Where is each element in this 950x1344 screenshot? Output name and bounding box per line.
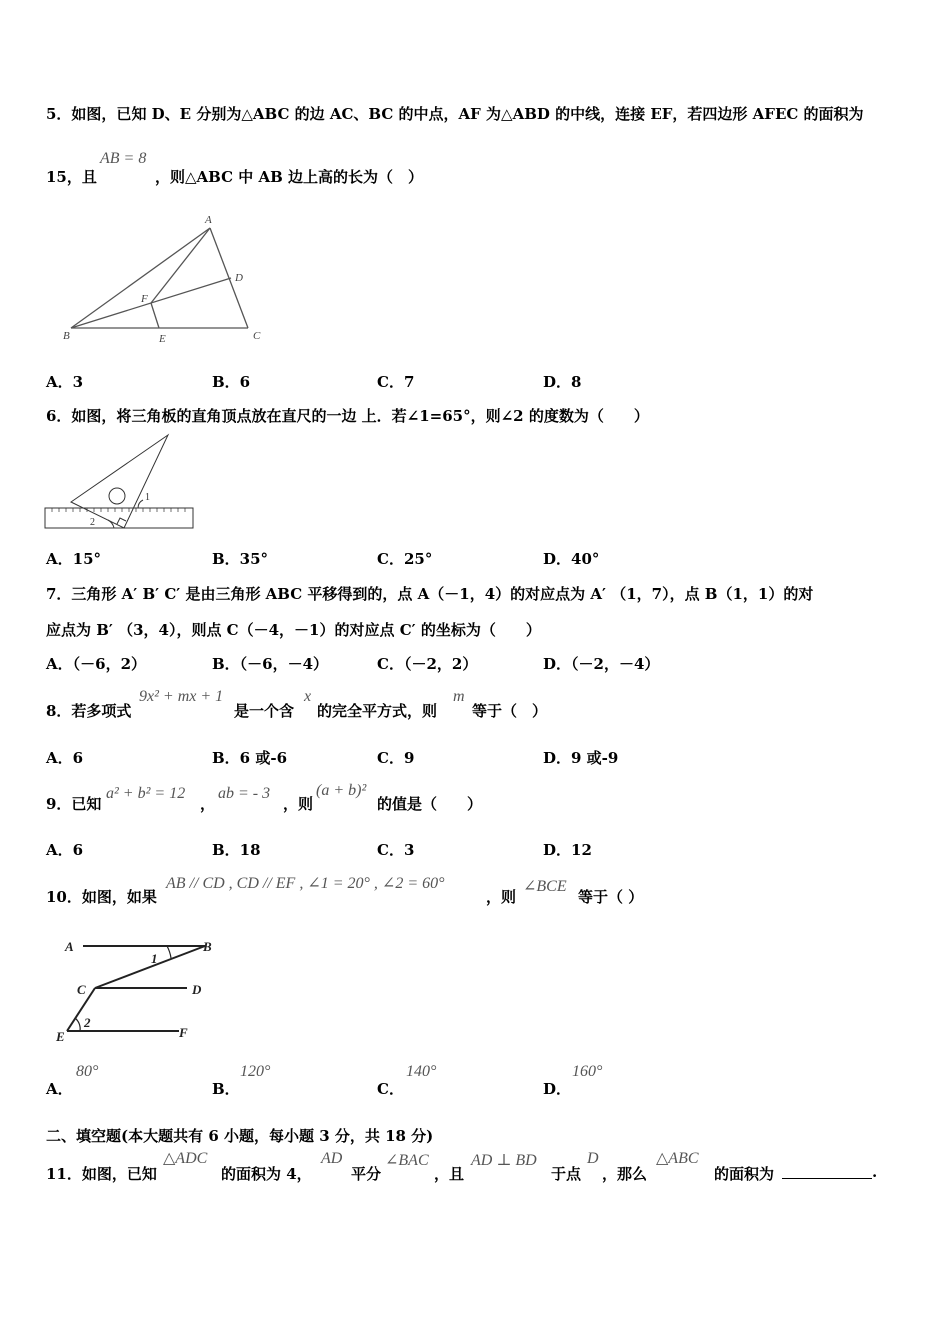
fig-label-a: A [65, 939, 74, 954]
segment-af [151, 228, 210, 303]
q5-line2-start: 15，且 [46, 168, 97, 186]
angle-1-arc [138, 500, 143, 508]
q7-option-d: D．（－2，－4） [543, 655, 660, 673]
ruler-ticks [52, 508, 185, 512]
q6-ruler-triangle-figure [44, 432, 196, 532]
q8-option-c: C．9 [377, 749, 415, 767]
q8-text-end: 等于（ ） [472, 702, 548, 720]
q9-math-sum-squares: a² + b² = 12 [106, 785, 186, 802]
q11-text-5: ，那么 [602, 1165, 648, 1183]
q9-text-mid: ，则 [283, 795, 314, 813]
q10-text-start: 10．如图，如果 [46, 888, 157, 906]
fig-label-d: D [192, 982, 202, 997]
q11-math-abc: △ABC [656, 1150, 699, 1167]
q11-math-ad: AD [321, 1150, 343, 1167]
q9-math-product: ab = - 3 [218, 785, 271, 802]
q10-text-mid: ，则 [486, 888, 517, 906]
q6-option-b: B．35° [212, 550, 269, 568]
q8-text-start: 8．若多项式 [46, 702, 132, 720]
q10-option-b-label: B． [212, 1080, 240, 1098]
right-angle-mark [117, 518, 126, 524]
q5-option-b: B．6 [212, 373, 251, 391]
fig-label-e: E [159, 333, 166, 345]
fig-label-f: F [141, 293, 148, 305]
q6-text: 6．如图，将三角板的直角顶点放在直尺的一边 上．若∠1=65°，则∠2 的度数为（ ） [46, 407, 649, 425]
q11-text-2: 平分 [351, 1165, 382, 1183]
segment-bc [95, 946, 205, 988]
q11-math-d: D [587, 1150, 599, 1167]
q9-option-a: A．6 [46, 841, 84, 859]
q10-math-conditions: AB // CD , CD // EF , ∠1 = 20° , ∠2 = 60° [166, 875, 445, 892]
fig-label-d: D [235, 272, 243, 284]
fig-label-b: B [203, 939, 212, 954]
q6-option-d: D．40° [543, 550, 600, 568]
q11-text-1: 的面积为 4， [221, 1165, 312, 1183]
q9-option-c: C．3 [377, 841, 415, 859]
q5-option-c: C．7 [377, 373, 415, 391]
q9-math-square: (a + b)² [316, 782, 367, 799]
fig-label-c: C [253, 330, 261, 342]
q7-option-c: C．（－2，2） [377, 655, 478, 673]
q9-option-b: B．18 [212, 841, 261, 859]
q11-math-adc: △ADC [163, 1150, 208, 1167]
q9-text-start: 9．已知 [46, 795, 102, 813]
q8-math-m: m [453, 688, 465, 705]
q11-math-perpendicular: AD ⊥ BD [471, 1152, 537, 1169]
q6-option-a: A．15° [46, 550, 102, 568]
q10-option-d-label: D． [543, 1080, 572, 1098]
q11-text-4: 于点 [551, 1165, 582, 1183]
q11-answer-blank[interactable] [782, 1163, 872, 1181]
q10-option-c-value: 140° [406, 1063, 437, 1080]
segment-ba [71, 228, 210, 328]
q11-text-3: ，且 [434, 1165, 465, 1183]
q9-option-d: D．12 [543, 841, 592, 859]
q5-line2-end: ，则△ABC 中 AB 边上高的长为（ ） [155, 168, 424, 186]
q8-option-a: A．6 [46, 749, 84, 767]
q7-option-a: A．（－6，2） [46, 655, 147, 673]
q5-option-d: D．8 [543, 373, 582, 391]
q9-text-sep: ， [200, 795, 216, 813]
q7-line1: 7．三角形 A′ B′ C′ 是由三角形 ABC 平移得到的，点 A（－1，4）的对应点为 A′ （1，7），点 B（1，1）的对 [46, 585, 814, 603]
q10-option-d-value: 160° [572, 1063, 603, 1080]
segment-fe [151, 303, 159, 328]
triangle-hole [109, 488, 125, 504]
q8-text-mid1: 是一个含 [234, 702, 295, 720]
q5-option-a: A．3 [46, 373, 84, 391]
q10-option-b-value: 120° [240, 1063, 271, 1080]
q10-option-a-value: 80° [76, 1063, 99, 1080]
q10-text-end: 等于（ ） [578, 888, 644, 906]
fig-label-f: F [179, 1025, 188, 1040]
q5-line1: 5．如图，已知 D、E 分别为△ABC 的边 AC、BC 的中点，AF 为△ABD 的中线，连接 EF，若四边形 AFEC 的面积为 [46, 105, 864, 123]
q11-text-start: 11．如图，已知 [46, 1165, 157, 1183]
fig-label-1: 1 [151, 951, 158, 966]
angle-label-1: 1 [145, 492, 150, 503]
q5-triangle-figure [55, 210, 280, 350]
fig-label-b: B [63, 330, 70, 342]
q11-text-6: 的面积为 [714, 1165, 775, 1183]
section-2-heading: 二、填空题(本大题共有 6 小题，每小题 3 分，共 18 分) [46, 1127, 434, 1145]
fig-label-a: A [205, 214, 212, 226]
q9-text-end: 的值是（ ） [377, 795, 483, 813]
fig-label-2: 2 [84, 1015, 91, 1030]
q8-math-x: x [304, 688, 312, 705]
q10-option-c-label: C． [377, 1080, 404, 1098]
fig-label-c: C [77, 982, 86, 997]
fig-label-e: E [56, 1029, 65, 1044]
q6-option-c: C．25° [377, 550, 433, 568]
q8-option-b: B．6 或-6 [212, 749, 288, 767]
q10-parallel-lines-figure [55, 930, 225, 1048]
q11-text-end: . [872, 1163, 878, 1181]
angle-label-2: 2 [90, 517, 95, 528]
q8-text-mid2: 的完全平方式，则 [317, 702, 438, 720]
q8-math-polynomial: 9x² + mx + 1 [139, 688, 224, 705]
q10-math-angle-bce: ∠BCE [523, 878, 567, 895]
q8-option-d: D．9 或-9 [543, 749, 619, 767]
q7-line2: 应点为 B′ （3，4），则点 C（－4，－1）的对应点 C′ 的坐标为（ ） [46, 621, 541, 639]
triangle-ruler [71, 435, 168, 528]
q5-math-ab: AB = 8 [100, 150, 147, 167]
angle-1-arc [167, 946, 171, 958]
q10-option-a-label: A． [46, 1080, 73, 1098]
angle-2-arc [75, 1018, 80, 1031]
q11-math-bac: ∠BAC [385, 1152, 429, 1169]
q7-option-b: B．（－6，－4） [212, 655, 329, 673]
